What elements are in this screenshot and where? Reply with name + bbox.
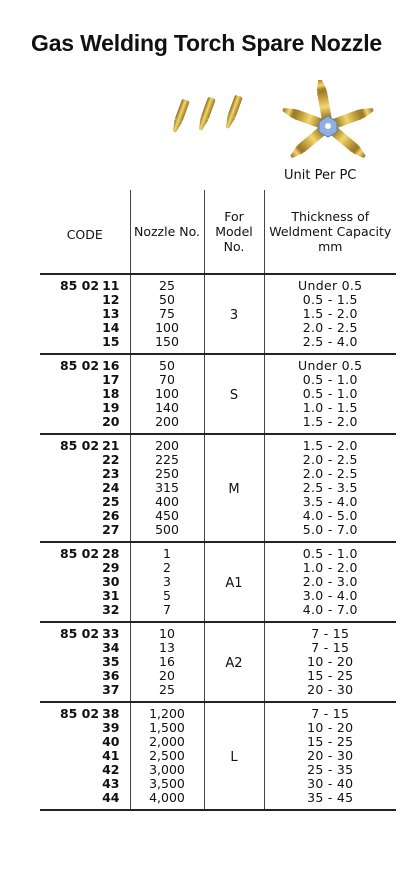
code-cell	[40, 467, 130, 481]
header-thickness: Thickness of Weldment Capacity mm	[264, 190, 396, 274]
code-suffix: 13	[102, 306, 120, 321]
code-prefix: 85 02	[59, 278, 100, 293]
table-row	[40, 622, 396, 641]
code-suffix: 28	[102, 546, 120, 561]
code-suffix: 40	[102, 734, 120, 749]
nozzle-cell: 400	[130, 495, 204, 509]
table-group	[40, 274, 396, 354]
thickness-cell: 35 - 45	[264, 791, 396, 810]
code-suffix: 42	[102, 762, 120, 777]
code-cell	[40, 321, 130, 335]
thickness-cell: 20 - 30	[264, 749, 396, 763]
code-cell	[40, 401, 130, 415]
table-row	[40, 354, 396, 373]
table-group	[40, 434, 396, 542]
code-cell	[40, 622, 130, 641]
code-cell	[40, 509, 130, 523]
nozzle-cell: 7	[130, 603, 204, 622]
table-row	[40, 434, 396, 453]
thickness-cell: 5.0 - 7.0	[264, 523, 396, 542]
code-cell	[40, 481, 130, 495]
nozzle-cell: 50	[130, 293, 204, 307]
code-suffix: 14	[102, 320, 120, 335]
nozzle-cell: 200	[130, 434, 204, 453]
header-nozzle: Nozzle No.	[130, 190, 204, 274]
thickness-cell: Under 0.5	[264, 274, 396, 293]
code-suffix: 12	[102, 292, 120, 307]
header-model: For Model No.	[204, 190, 264, 274]
nozzle-cell: 20	[130, 669, 204, 683]
code-suffix: 36	[102, 668, 120, 683]
nozzle-cell: 13	[130, 641, 204, 655]
thickness-cell: 7 - 15	[264, 702, 396, 721]
nozzle-cell: 225	[130, 453, 204, 467]
code-suffix: 24	[102, 480, 120, 495]
thickness-cell: Under 0.5	[264, 354, 396, 373]
code-suffix: 17	[102, 372, 120, 387]
thickness-cell: 2.5 - 4.0	[264, 335, 396, 354]
code-suffix: 34	[102, 640, 120, 655]
code-cell	[40, 721, 130, 735]
nozzle-star-set-icon	[281, 80, 375, 161]
thickness-cell: 7 - 15	[264, 622, 396, 641]
nozzle-table	[40, 190, 396, 811]
code-suffix: 38	[102, 706, 120, 721]
thickness-cell: 15 - 25	[264, 735, 396, 749]
page-title: Gas Welding Torch Spare Nozzle	[31, 30, 382, 56]
nozzle-cell: 2,000	[130, 735, 204, 749]
model-cell: 3	[204, 274, 264, 354]
code-cell	[40, 453, 130, 467]
code-suffix: 29	[102, 560, 120, 575]
model-cell: M	[204, 434, 264, 542]
nozzle-cell: 1,200	[130, 702, 204, 721]
code-cell	[40, 495, 130, 509]
thickness-cell: 15 - 25	[264, 669, 396, 683]
code-suffix: 26	[102, 508, 120, 523]
code-suffix: 16	[102, 358, 120, 373]
nozzle-cell: 75	[130, 307, 204, 321]
code-cell	[40, 763, 130, 777]
model-cell: S	[204, 354, 264, 434]
nozzle-cell: 2,500	[130, 749, 204, 763]
code-suffix: 41	[102, 748, 120, 763]
thickness-cell: 0.5 - 1.0	[264, 373, 396, 387]
table-group	[40, 542, 396, 622]
code-cell	[40, 293, 130, 307]
table-row	[40, 702, 396, 721]
code-cell	[40, 387, 130, 401]
nozzle-cell: 315	[130, 481, 204, 495]
thickness-cell: 0.5 - 1.0	[264, 387, 396, 401]
code-suffix: 22	[102, 452, 120, 467]
code-suffix: 11	[102, 278, 120, 293]
nozzle-cell: 150	[130, 335, 204, 354]
code-cell	[40, 702, 130, 721]
table-group	[40, 622, 396, 702]
nozzle-cell: 25	[130, 274, 204, 293]
thickness-cell: 1.5 - 2.0	[264, 434, 396, 453]
thickness-cell: 3.5 - 4.0	[264, 495, 396, 509]
code-cell	[40, 274, 130, 293]
thickness-cell: 1.5 - 2.0	[264, 307, 396, 321]
code-cell	[40, 683, 130, 702]
nozzle-cell: 25	[130, 683, 204, 702]
code-suffix: 31	[102, 588, 120, 603]
code-suffix: 19	[102, 400, 120, 415]
code-cell	[40, 523, 130, 542]
code-suffix: 35	[102, 654, 120, 669]
code-cell	[40, 641, 130, 655]
code-cell	[40, 561, 130, 575]
code-suffix: 37	[102, 682, 120, 697]
code-cell	[40, 735, 130, 749]
table-group	[40, 702, 396, 810]
nozzle-cell: 4,000	[130, 791, 204, 810]
code-suffix: 44	[102, 790, 120, 805]
thickness-cell: 20 - 30	[264, 683, 396, 702]
thickness-cell: 3.0 - 4.0	[264, 589, 396, 603]
code-cell	[40, 777, 130, 791]
nozzle-cell: 50	[130, 354, 204, 373]
table-row	[40, 274, 396, 293]
thickness-cell: 0.5 - 1.5	[264, 293, 396, 307]
code-cell	[40, 373, 130, 387]
product-images	[0, 80, 413, 165]
code-suffix: 33	[102, 626, 120, 641]
thickness-cell: 2.0 - 2.5	[264, 321, 396, 335]
code-suffix: 15	[102, 334, 120, 349]
code-suffix: 23	[102, 466, 120, 481]
thickness-cell: 25 - 35	[264, 763, 396, 777]
unit-label: Unit Per PC	[284, 168, 357, 183]
nozzle-cell: 5	[130, 589, 204, 603]
code-cell	[40, 307, 130, 321]
nozzle-cell: 3	[130, 575, 204, 589]
nozzle-cell: 3,000	[130, 763, 204, 777]
code-cell	[40, 791, 130, 810]
code-prefix: 85 02	[59, 626, 100, 641]
thickness-cell: 10 - 20	[264, 721, 396, 735]
thickness-cell: 7 - 15	[264, 641, 396, 655]
nozzle-cell: 1,500	[130, 721, 204, 735]
code-cell	[40, 335, 130, 354]
model-cell: L	[204, 702, 264, 810]
code-suffix: 32	[102, 602, 120, 617]
table-group	[40, 354, 396, 434]
code-suffix: 43	[102, 776, 120, 791]
thickness-cell: 10 - 20	[264, 655, 396, 669]
thickness-cell: 30 - 40	[264, 777, 396, 791]
nozzle-cell: 500	[130, 523, 204, 542]
code-suffix: 39	[102, 720, 120, 735]
code-cell	[40, 749, 130, 763]
code-cell	[40, 542, 130, 561]
code-prefix: 85 02	[59, 438, 100, 453]
table-row	[40, 542, 396, 561]
code-suffix: 30	[102, 574, 120, 589]
model-cell: A2	[204, 622, 264, 702]
code-suffix: 18	[102, 386, 120, 401]
code-cell	[40, 655, 130, 669]
nozzle-cell: 70	[130, 373, 204, 387]
nozzle-cell: 100	[130, 321, 204, 335]
thickness-cell: 1.0 - 1.5	[264, 401, 396, 415]
thickness-cell: 2.0 - 2.5	[264, 467, 396, 481]
code-suffix: 27	[102, 522, 120, 537]
code-prefix: 85 02	[59, 358, 100, 373]
thickness-cell: 4.0 - 5.0	[264, 509, 396, 523]
code-suffix: 25	[102, 494, 120, 509]
thickness-cell: 4.0 - 7.0	[264, 603, 396, 622]
thickness-cell: 1.0 - 2.0	[264, 561, 396, 575]
code-cell	[40, 603, 130, 622]
nozzle-cell: 450	[130, 509, 204, 523]
thickness-cell: 2.0 - 3.0	[264, 575, 396, 589]
code-cell	[40, 354, 130, 373]
code-cell	[40, 434, 130, 453]
code-cell	[40, 415, 130, 434]
thickness-cell: 2.0 - 2.5	[264, 453, 396, 467]
thickness-cell: 2.5 - 3.5	[264, 481, 396, 495]
thickness-cell: 1.5 - 2.0	[264, 415, 396, 434]
code-cell	[40, 575, 130, 589]
code-suffix: 20	[102, 414, 120, 429]
nozzle-cell: 16	[130, 655, 204, 669]
nozzle-cell: 1	[130, 542, 204, 561]
nozzle-cell: 250	[130, 467, 204, 481]
code-prefix: 85 02	[59, 546, 100, 561]
nozzle-cell: 2	[130, 561, 204, 575]
nozzle-cell: 140	[130, 401, 204, 415]
nozzle-cell: 3,500	[130, 777, 204, 791]
code-prefix: 85 02	[59, 706, 100, 721]
nozzle-tips-icon	[171, 95, 243, 134]
header-code: CODE	[40, 190, 130, 274]
nozzle-cell: 10	[130, 622, 204, 641]
nozzle-cell: 200	[130, 415, 204, 434]
model-cell: A1	[204, 542, 264, 622]
code-cell	[40, 589, 130, 603]
thickness-cell: 0.5 - 1.0	[264, 542, 396, 561]
nozzle-cell: 100	[130, 387, 204, 401]
code-cell	[40, 669, 130, 683]
code-suffix: 21	[102, 438, 120, 453]
table-header-row	[40, 190, 396, 274]
